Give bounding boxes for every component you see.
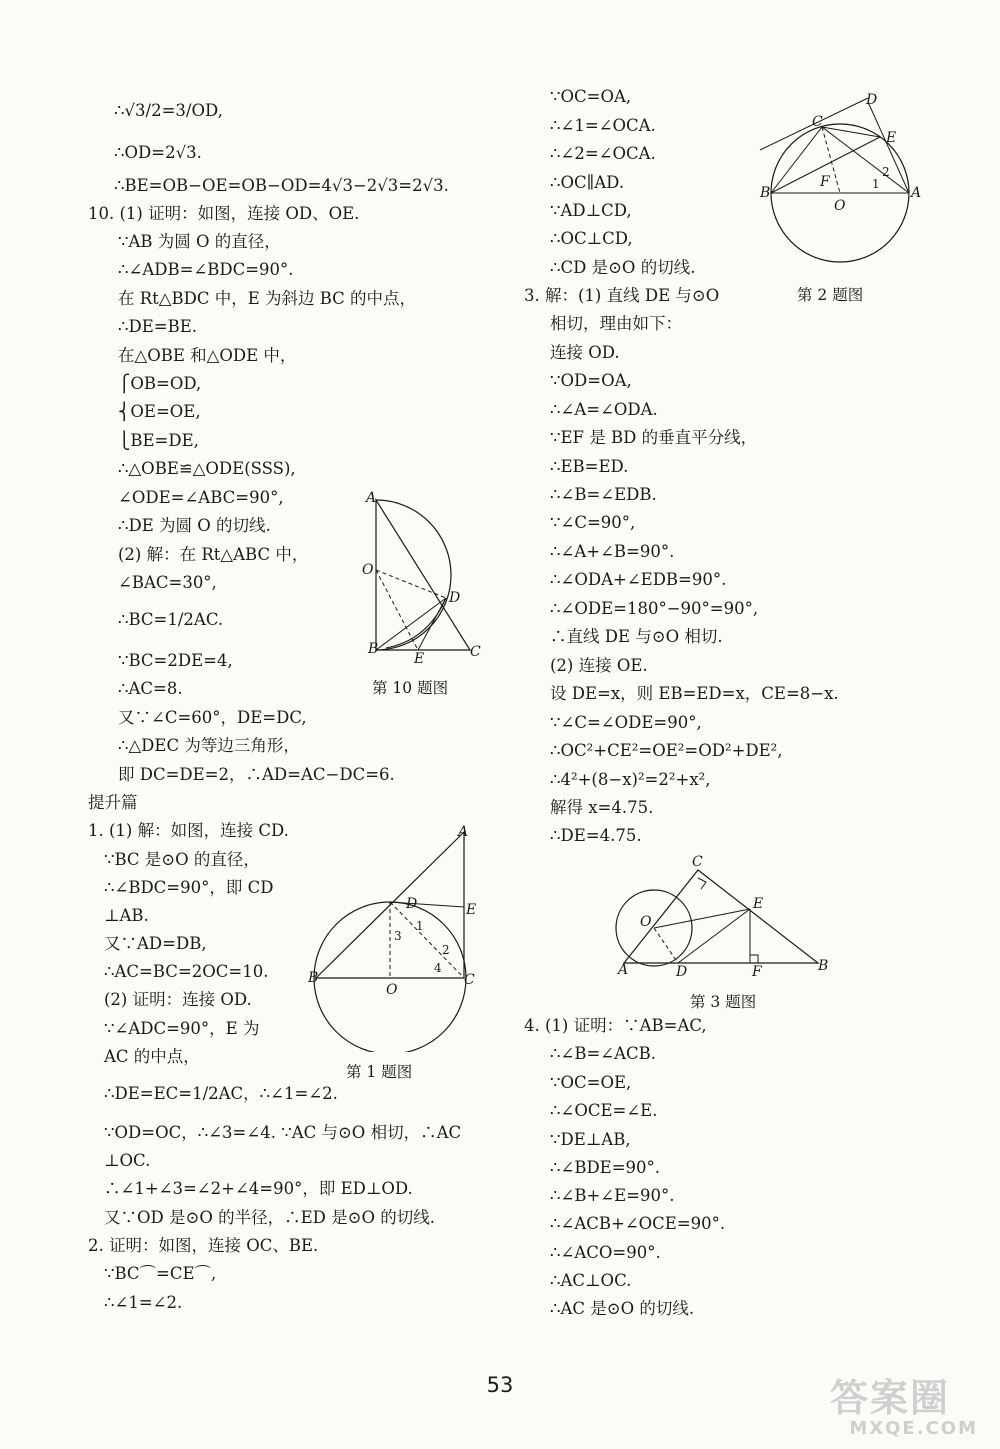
r-line-1: ∵OC=OA, <box>550 87 632 106</box>
line-8: ∴DE=BE. <box>118 317 198 336</box>
r-line-17: ∴∠A+∠B=90°. <box>550 542 675 561</box>
r-line-28: 4. (1) 证明：∵AB=AC, <box>524 1016 707 1035</box>
watermark <box>830 1378 990 1444</box>
line-23: 即 DC=DE=2，∴AD=AC−DC=6. <box>118 765 395 784</box>
fig2-label: C <box>812 114 823 130</box>
line-34: ∴DE=EC=1/2AC，∴∠1=∠2. <box>104 1084 338 1103</box>
fig3-label: F <box>752 964 762 980</box>
fig1-label: 4 <box>434 961 442 975</box>
r-line-33: ∴∠BDE=90°. <box>550 1158 661 1177</box>
r-line-7: ∴CD 是⊙O 的切线. <box>550 258 696 277</box>
line-25: 1. (1) 解：如图，连接 CD. <box>88 821 289 840</box>
fig1-label: 1 <box>416 919 424 933</box>
r-line-38: ∴AC 是⊙O 的切线. <box>550 1299 695 1318</box>
r-line-36: ∴∠ACO=90°. <box>550 1243 661 1262</box>
line-2: ∴OD=2√3. <box>114 143 202 162</box>
figure-3 <box>612 852 837 982</box>
line-38: 又∵OD 是⊙O 的半径，∴ED 是⊙O 的切线. <box>104 1208 435 1227</box>
r-line-4: ∴OC∥AD. <box>550 173 625 192</box>
fig2-label: D <box>866 92 878 108</box>
r-line-3: ∴∠2=∠OCA. <box>550 144 656 163</box>
fig2-label: O <box>834 198 846 214</box>
fig10-label: C <box>470 644 481 660</box>
r-line-24: ∴OC²+CE²=OE²=OD²+DE², <box>550 741 783 760</box>
r-line-11: ∵OD=OA, <box>550 371 632 390</box>
fig3-label: D <box>676 964 688 980</box>
r-line-10: 连接 OD. <box>550 343 620 362</box>
line-26: ∵BC 是⊙O 的直径， <box>104 850 260 869</box>
line-11: ⎨OE=OE, <box>118 402 201 421</box>
line-5: ∵AB 为圆 O 的直径， <box>118 232 281 251</box>
r-line-12: ∴∠A=∠ODA. <box>550 400 658 419</box>
fig2-caption: 第 2 题图 <box>797 286 864 304</box>
r-line-23: ∵∠C=∠ODE=90°, <box>550 713 702 732</box>
line-10: ⎧OB=OD, <box>118 374 202 393</box>
fig1-label: B <box>308 970 319 986</box>
line-28: ⊥AB. <box>104 906 149 925</box>
line-12: ⎩BE=DE, <box>118 431 199 450</box>
r-line-34: ∴∠B+∠E=90°. <box>550 1186 675 1205</box>
line-21: 又∵∠C=60°，DE=DC, <box>118 708 307 727</box>
fig3-label: B <box>818 958 829 974</box>
fig3-label: E <box>753 896 764 912</box>
r-line-18: ∴∠ODA+∠EDB=90°. <box>550 570 727 589</box>
line-6: ∴∠ADB=∠BDC=90°. <box>118 260 294 279</box>
r-line-16: ∵∠C=90°, <box>550 513 636 532</box>
line-31: (2) 证明：连接 OD. <box>104 990 252 1009</box>
line-7: 在 Rt△BDC 中，E 为斜边 BC 的中点， <box>118 289 417 308</box>
fig1-label: E <box>466 902 477 918</box>
fig3-label: O <box>640 914 652 930</box>
line-36: ⊥OC. <box>104 1151 151 1170</box>
line-35: ∵OD=OC，∴∠3=∠4. ∵AC 与⊙O 相切，∴AC <box>104 1123 462 1142</box>
r-line-30: ∵OC=OE, <box>550 1073 632 1092</box>
r-line-14: ∴EB=ED. <box>550 457 629 476</box>
line-33: AC 的中点， <box>104 1047 200 1066</box>
fig2-label: 2 <box>882 165 890 179</box>
line-18: ∴BC=1/2AC. <box>118 610 224 629</box>
r-line-27: ∴DE=4.75. <box>550 826 642 845</box>
fig10-label: B <box>368 641 379 657</box>
figure-2 <box>756 90 926 285</box>
line-29: 又∵AD=DB, <box>104 934 207 953</box>
line-20: ∴AC=8. <box>118 679 183 698</box>
fig10-label: O <box>362 562 374 578</box>
fig3-label: C <box>692 854 703 870</box>
fig10-label: D <box>449 590 461 606</box>
r-line-6: ∴OC⊥CD, <box>550 229 633 248</box>
section-heading: 提升篇 <box>88 793 138 812</box>
r-line-8: 3. 解：(1) 直线 DE 与⊙O <box>524 286 720 305</box>
line-32: ∵∠ADC=90°，E 为 <box>104 1019 260 1038</box>
line-3: ∴BE=OB−OE=OB−OD=4√3−2√3=2√3. <box>114 176 449 195</box>
fig2-label: E <box>886 130 897 146</box>
r-line-31: ∴∠OCE=∠E. <box>550 1101 658 1120</box>
r-line-19: ∴∠ODE=180°−90°=90°, <box>550 599 759 618</box>
fig3-caption: 第 3 题图 <box>690 993 757 1011</box>
line-16: (2) 解：在 Rt△ABC 中， <box>118 545 309 564</box>
line-27: ∴∠BDC=90°，即 CD <box>104 878 274 897</box>
line-22: ∴△DEC 为等边三角形， <box>118 736 300 755</box>
r-line-32: ∵DE⊥AB, <box>550 1130 631 1149</box>
figure-1 <box>308 822 488 1052</box>
r-line-2: ∴∠1=∠OCA. <box>550 116 656 135</box>
fig1-label: C <box>464 972 475 988</box>
r-line-22: 设 DE=x，则 EB=ED=x，CE=8−x. <box>550 684 839 703</box>
r-line-9: 相切，理由如下： <box>550 314 682 333</box>
r-line-26: 解得 x=4.75. <box>550 798 654 817</box>
line-30: ∴AC=BC=2OC=10. <box>104 962 269 981</box>
r-line-29: ∴∠B=∠ACB. <box>550 1044 657 1063</box>
fig1-label: 2 <box>442 943 450 957</box>
line-37: ∴∠1+∠3=∠2+∠4=90°，即 ED⊥OD. <box>104 1179 413 1198</box>
r-line-25: ∴4²+(8−x)²=2²+x², <box>550 770 711 789</box>
fig1-label: O <box>386 982 398 998</box>
line-13: ∴△OBE≌△ODE(SSS), <box>118 459 296 478</box>
fig2-label: B <box>760 185 771 201</box>
r-line-35: ∴∠ACB+∠OCE=90°. <box>550 1214 726 1233</box>
fig10-caption: 第 10 题图 <box>372 679 449 697</box>
figure-10 <box>358 490 488 665</box>
fig1-label: 3 <box>394 929 402 943</box>
page-number: 53 <box>486 1373 514 1397</box>
fig10-label: A <box>366 490 377 506</box>
r-line-13: ∵EF 是 BD 的垂直平分线， <box>550 428 758 447</box>
r-line-15: ∴∠B=∠EDB. <box>550 485 657 504</box>
r-line-5: ∵AD⊥CD, <box>550 201 632 220</box>
line-9: 在△OBE 和△ODE 中， <box>118 346 297 365</box>
r-line-21: (2) 连接 OE. <box>550 656 648 675</box>
watermark-title: 答案圈 <box>830 1376 951 1420</box>
line-39: 2. 证明：如图，连接 OC、BE. <box>88 1236 319 1255</box>
fig3-label: A <box>618 962 629 978</box>
line-14: ∠ODE=∠ABC=90°, <box>118 488 284 507</box>
line-19: ∵BC=2DE=4, <box>118 651 233 670</box>
line-17: ∠BAC=30°, <box>118 573 217 592</box>
fig1-label: A <box>458 824 469 840</box>
line-41: ∴∠1=∠2. <box>104 1293 183 1312</box>
line-40: ∵BC⌒=CE⌒, <box>104 1264 217 1283</box>
r-line-37: ∴AC⊥OC. <box>550 1271 632 1290</box>
line-15: ∴DE 为圆 O 的切线. <box>118 516 271 535</box>
fig1-label: D <box>406 896 418 912</box>
fig2-label: 1 <box>872 177 880 191</box>
line-1: ∴√3/2=3/OD, <box>114 101 223 120</box>
fig2-label: A <box>911 185 922 201</box>
fig10-label: E <box>414 651 425 665</box>
r-line-20: ∴直线 DE 与⊙O 相切. <box>550 627 723 646</box>
fig1-caption: 第 1 题图 <box>346 1063 413 1081</box>
line-4: 10. (1) 证明：如图，连接 OD、OE. <box>88 204 360 223</box>
watermark-url: MXQE.COM <box>849 1418 978 1439</box>
fig2-label: F <box>820 174 830 190</box>
